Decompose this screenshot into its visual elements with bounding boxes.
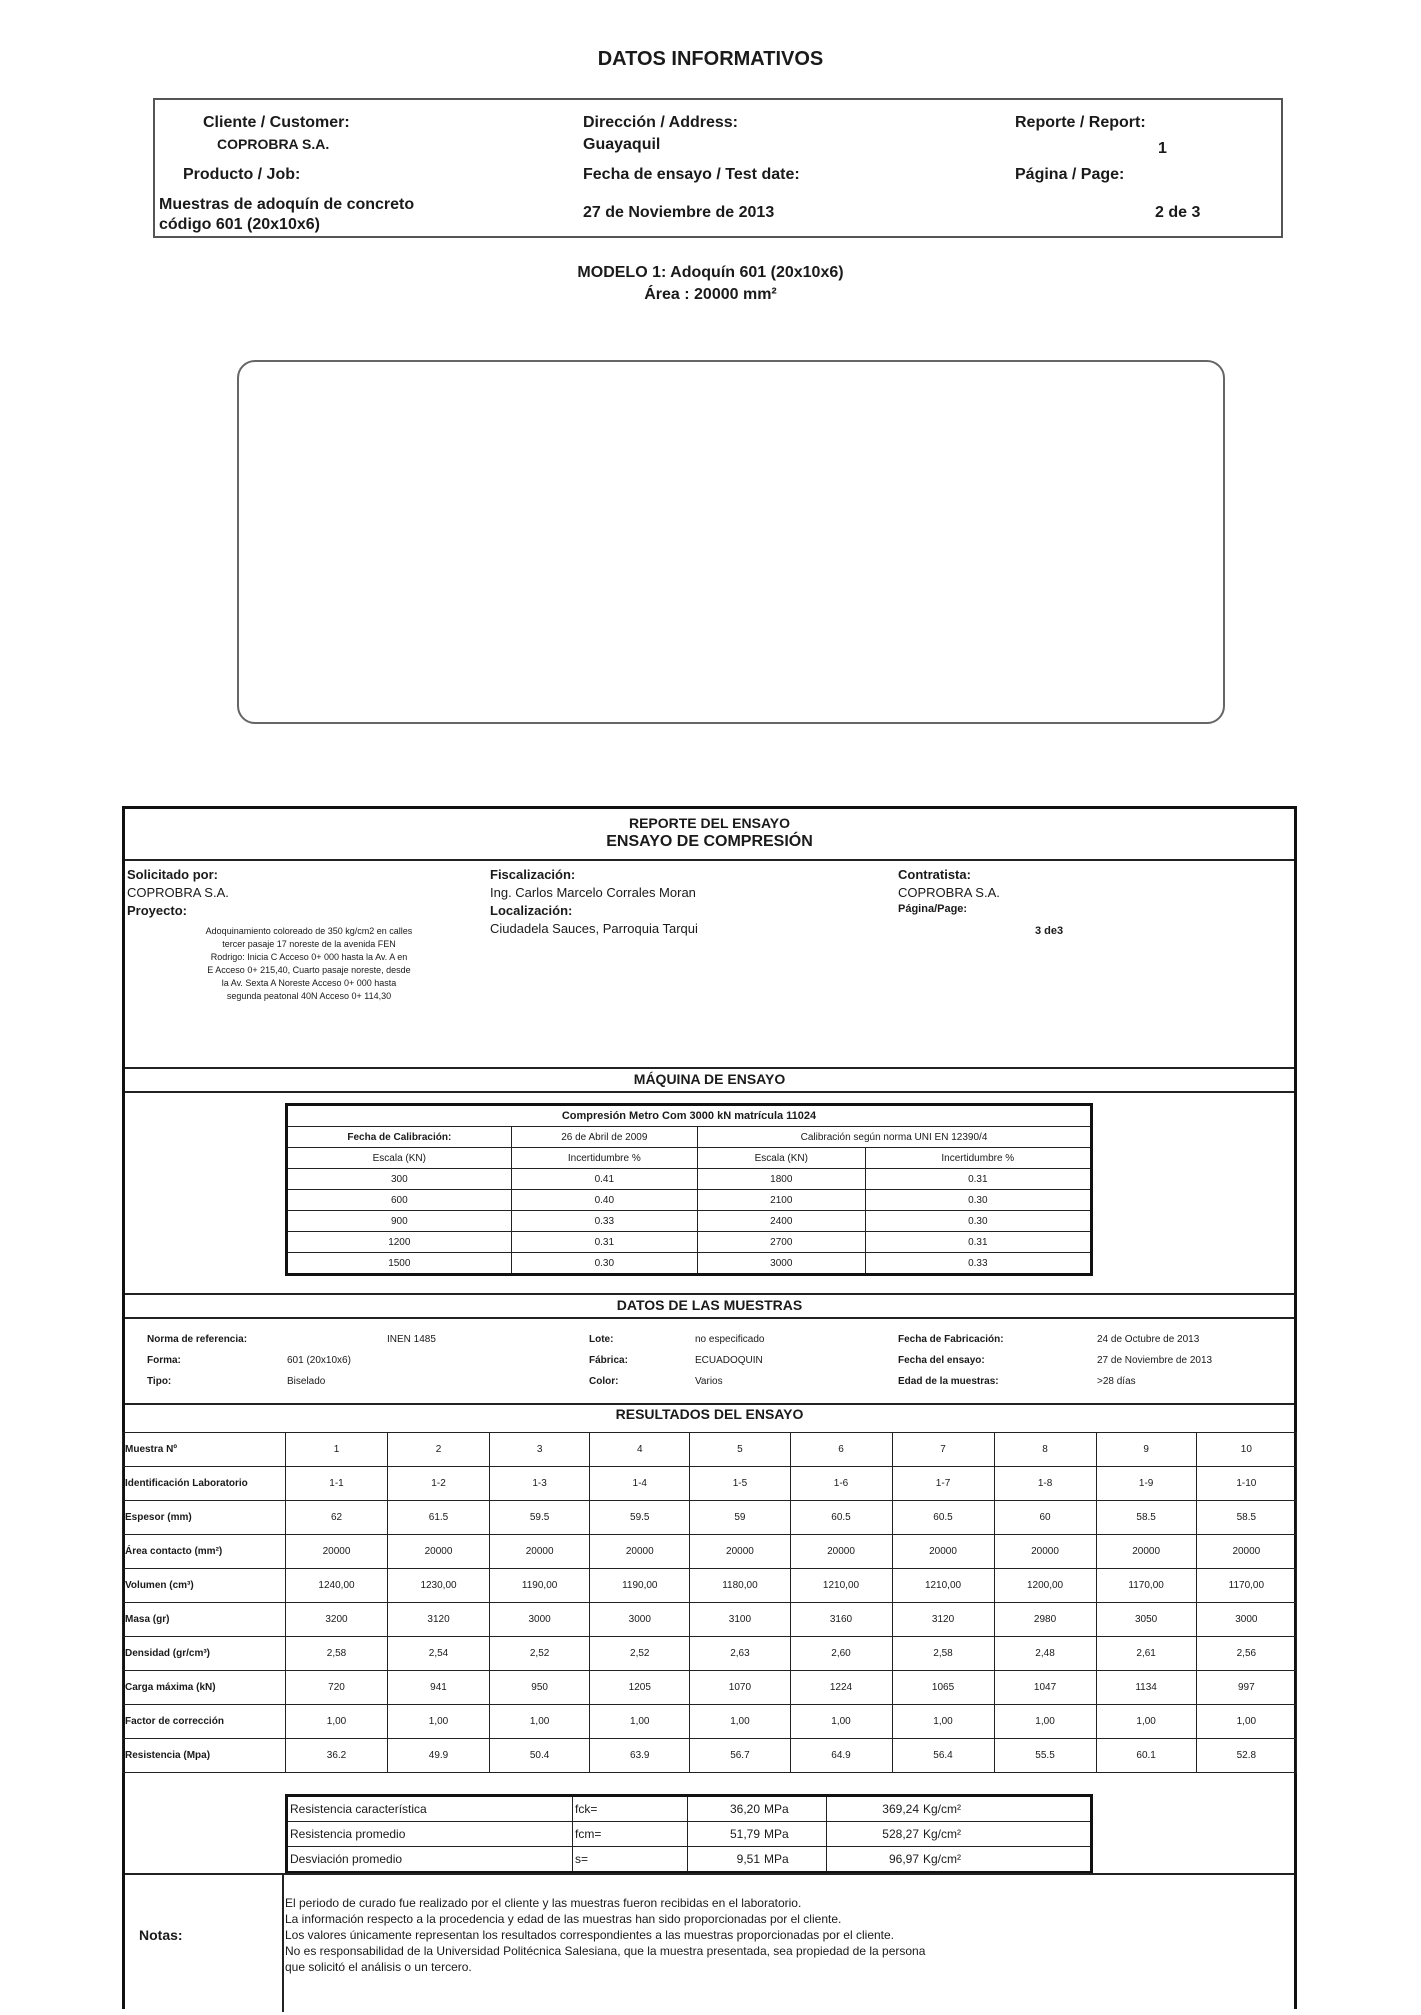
results-cell: 7 [892, 1433, 994, 1467]
results-cell: 2,61 [1096, 1637, 1196, 1671]
table-cell: 0.31 [865, 1232, 1091, 1253]
report-title: REPORTE DEL ENSAYO [628, 815, 791, 831]
results-row-label: Resistencia (Mpa) [123, 1739, 286, 1773]
manufacture-date-label: Fecha de Fabricación: [898, 1334, 1004, 1345]
results-cell: 1-9 [1096, 1467, 1196, 1501]
results-cell: 9 [1096, 1433, 1196, 1467]
results-row [123, 1603, 1297, 1637]
results-cell: 20000 [388, 1535, 490, 1569]
summary-symbol: fcm= [573, 1822, 688, 1847]
summary-table [285, 1794, 1093, 1874]
results-cell: 1224 [790, 1671, 892, 1705]
results-cell: 20000 [994, 1535, 1096, 1569]
model-area: Área : 20000 mm² [644, 286, 777, 303]
summary-symbol: s= [573, 1847, 688, 1873]
col-scale: Escala (KN) [698, 1148, 866, 1169]
supervision-label: Fiscalización: [490, 867, 576, 882]
results-cell: 1,00 [388, 1705, 490, 1739]
results-cell: 1210,00 [790, 1569, 892, 1603]
results-cell: 58.5 [1196, 1501, 1296, 1535]
summary-value-mpa: 36,20 [688, 1796, 763, 1822]
results-cell: 58.5 [1096, 1501, 1196, 1535]
table-row [287, 1232, 1092, 1253]
results-cell: 1,00 [286, 1705, 388, 1739]
summary-value-kg: 528,27 [827, 1822, 922, 1847]
results-cell: 63.9 [590, 1739, 690, 1773]
results-row-label: Masa (gr) [123, 1603, 286, 1637]
results-cell: 10 [1196, 1433, 1296, 1467]
notes-label: Notas: [139, 1927, 183, 1943]
results-cell: 1200,00 [994, 1569, 1096, 1603]
results-cell: 1,00 [994, 1705, 1096, 1739]
results-cell: 3200 [286, 1603, 388, 1637]
results-cell: 720 [286, 1671, 388, 1705]
divider [125, 1317, 1294, 1319]
summary-unit-kg: Kg/cm² [921, 1822, 1092, 1847]
report-page-value: 3 de3 [1035, 925, 1064, 937]
results-cell: 3120 [892, 1603, 994, 1637]
results-cell: 997 [1196, 1671, 1296, 1705]
results-cell: 1210,00 [892, 1569, 994, 1603]
table-row [287, 1796, 1092, 1822]
results-row [123, 1637, 1297, 1671]
sample-image-placeholder [237, 360, 1225, 724]
requested-value: COPROBRA S.A. [127, 885, 229, 900]
results-row [123, 1569, 1297, 1603]
results-cell: 2,58 [892, 1637, 994, 1671]
divider [125, 1873, 1294, 1875]
project-line: tercer pasaje 17 noreste de la avenida FEN [222, 939, 396, 949]
results-row-label: Carga máxima (kN) [123, 1671, 286, 1705]
results-cell: 20000 [790, 1535, 892, 1569]
notes-divider [282, 1873, 284, 2012]
results-cell: 3000 [590, 1603, 690, 1637]
results-cell: 60.5 [790, 1501, 892, 1535]
results-cell: 950 [490, 1671, 590, 1705]
page-label: Página / Page: [1015, 166, 1125, 183]
customer-value: COPROBRA S.A. [217, 136, 330, 152]
table-cell: 1800 [698, 1169, 866, 1190]
summary-symbol: fck= [573, 1796, 688, 1822]
table-cell: 0.30 [865, 1211, 1091, 1232]
results-row [123, 1705, 1297, 1739]
results-cell: 2,60 [790, 1637, 892, 1671]
results-row-label: Identificación Laboratorio [123, 1467, 286, 1501]
results-cell: 1-10 [1196, 1467, 1296, 1501]
report-panel [122, 806, 1297, 2009]
calibration-date-value: 26 de Abril de 2009 [511, 1127, 697, 1148]
report-label: Reporte / Report: [1015, 114, 1146, 131]
machine-table [285, 1103, 1093, 1276]
results-cell: 2 [388, 1433, 490, 1467]
table-cell: 0.30 [511, 1253, 697, 1275]
machine-section-title: MÁQUINA DE ENSAYO [633, 1071, 786, 1087]
table-cell: 0.33 [865, 1253, 1091, 1275]
results-cell: 2,52 [590, 1637, 690, 1671]
summary-label: Resistencia característica [287, 1796, 573, 1822]
summary-label: Resistencia promedio [287, 1822, 573, 1847]
results-cell: 1205 [590, 1671, 690, 1705]
color-label: Color: [589, 1376, 619, 1387]
divider [125, 1067, 1294, 1069]
results-cell: 2,56 [1196, 1637, 1296, 1671]
contractor-label: Contratista: [898, 867, 971, 882]
info-box [153, 98, 1283, 238]
results-cell: 52.8 [1196, 1739, 1296, 1773]
sample-test-date-label: Fecha del ensayo: [898, 1355, 985, 1366]
results-cell: 20000 [490, 1535, 590, 1569]
table-row [287, 1847, 1092, 1873]
sample-age-label: Edad de la muestras: [898, 1376, 999, 1387]
results-row-label: Área contacto (mm²) [123, 1535, 286, 1569]
table-cell: 2700 [698, 1232, 866, 1253]
results-cell: 3000 [1196, 1603, 1296, 1637]
results-cell: 1047 [994, 1671, 1096, 1705]
notes-text [285, 1895, 1295, 1975]
results-cell: 8 [994, 1433, 1096, 1467]
table-cell: 0.41 [511, 1169, 697, 1190]
results-cell: 3160 [790, 1603, 892, 1637]
summary-value-kg: 369,24 [827, 1796, 922, 1822]
results-row [123, 1467, 1297, 1501]
table-row [287, 1253, 1092, 1275]
manufacture-date-value: 24 de Octubre de 2013 [1097, 1334, 1200, 1345]
table-cell: 300 [287, 1169, 512, 1190]
lot-label: Lote: [589, 1334, 614, 1345]
norm-label: Norma de referencia: [147, 1334, 248, 1345]
sample-age-value: >28 días [1097, 1376, 1136, 1387]
results-cell: 3100 [690, 1603, 790, 1637]
col-scale: Escala (KN) [287, 1148, 512, 1169]
address-value: Guayaquil [583, 136, 661, 153]
summary-unit-mpa: MPa [762, 1822, 827, 1847]
shape-label: Forma: [147, 1355, 181, 1366]
table-row [287, 1211, 1092, 1232]
sample-test-date-value: 27 de Noviembre de 2013 [1097, 1355, 1213, 1366]
results-cell: 20000 [1096, 1535, 1196, 1569]
customer-label: Cliente / Customer: [203, 114, 350, 131]
results-cell: 60.5 [892, 1501, 994, 1535]
table-cell: 600 [287, 1190, 512, 1211]
location-label: Localización: [490, 903, 573, 918]
results-cell: 1,00 [892, 1705, 994, 1739]
table-cell: 0.40 [511, 1190, 697, 1211]
supervision-value: Ing. Carlos Marcelo Corrales Moran [490, 885, 696, 900]
summary-unit-kg: Kg/cm² [921, 1847, 1092, 1873]
contractor-value: COPROBRA S.A. [898, 885, 1000, 900]
results-cell: 2,63 [690, 1637, 790, 1671]
product-label: Producto / Job: [183, 166, 301, 183]
results-cell: 50.4 [490, 1739, 590, 1773]
results-cell: 20000 [690, 1535, 790, 1569]
report-subtitle: ENSAYO DE COMPRESIÓN [606, 833, 813, 850]
summary-value-mpa: 9,51 [688, 1847, 763, 1873]
results-cell: 20000 [1196, 1535, 1296, 1569]
results-cell: 1,00 [690, 1705, 790, 1739]
requested-label: Solicitado por: [127, 867, 218, 882]
results-cell: 3120 [388, 1603, 490, 1637]
table-cell: 900 [287, 1211, 512, 1232]
results-cell: 59 [690, 1501, 790, 1535]
results-cell: 1 [286, 1433, 388, 1467]
shape-value: 601 (20x10x6) [287, 1355, 351, 1366]
results-cell: 62 [286, 1501, 388, 1535]
machine-table-title: Compresión Metro Com 3000 kN matrícula 11024 [287, 1105, 1092, 1127]
results-cell: 1190,00 [590, 1569, 690, 1603]
results-cell: 61.5 [388, 1501, 490, 1535]
summary-unit-mpa: MPa [762, 1847, 827, 1873]
results-cell: 64.9 [790, 1739, 892, 1773]
table-cell: 2100 [698, 1190, 866, 1211]
results-cell: 1-4 [590, 1467, 690, 1501]
results-cell: 2,58 [286, 1637, 388, 1671]
report-value: 1 [1158, 140, 1167, 157]
results-table [122, 1432, 1297, 1773]
table-cell: 0.33 [511, 1211, 697, 1232]
results-cell: 1,00 [590, 1705, 690, 1739]
results-cell: 1070 [690, 1671, 790, 1705]
divider [125, 1091, 1294, 1093]
type-label: Tipo: [147, 1376, 172, 1387]
results-cell: 1,00 [1196, 1705, 1296, 1739]
results-row [123, 1739, 1297, 1773]
table-row [287, 1822, 1092, 1847]
report-page-label: Página/Page: [898, 903, 968, 915]
results-cell: 2,48 [994, 1637, 1096, 1671]
results-cell: 2,54 [388, 1637, 490, 1671]
results-cell: 1065 [892, 1671, 994, 1705]
results-cell: 1170,00 [1196, 1569, 1296, 1603]
results-cell: 1,00 [490, 1705, 590, 1739]
col-uncertainty: Incertidumbre % [511, 1148, 697, 1169]
results-cell: 56.4 [892, 1739, 994, 1773]
results-cell: 1,00 [1096, 1705, 1196, 1739]
results-row-label: Factor de corrección [123, 1705, 286, 1739]
results-cell: 1240,00 [286, 1569, 388, 1603]
results-row [123, 1501, 1297, 1535]
divider [125, 1403, 1294, 1405]
note-line: El periodo de curado fue realizado por el cliente y las muestras fueron recibidas en el laboratorio. [285, 1896, 802, 1910]
results-cell: 36.2 [286, 1739, 388, 1773]
results-row [123, 1671, 1297, 1705]
note-line: que solicitó el análisis o un tercero. [285, 1960, 472, 1974]
table-row [287, 1190, 1092, 1211]
results-cell: 59.5 [590, 1501, 690, 1535]
col-uncertainty: Incertidumbre % [865, 1148, 1091, 1169]
table-cell: 0.30 [865, 1190, 1091, 1211]
results-cell: 1-8 [994, 1467, 1096, 1501]
results-cell: 1-3 [490, 1467, 590, 1501]
norm-value: INEN 1485 [387, 1334, 436, 1345]
results-cell: 2980 [994, 1603, 1096, 1637]
summary-label: Desviación promedio [287, 1847, 573, 1873]
results-cell: 1134 [1096, 1671, 1196, 1705]
product-value-line2: código 601 (20x10x6) [159, 216, 320, 233]
results-cell: 2,52 [490, 1637, 590, 1671]
results-cell: 1190,00 [490, 1569, 590, 1603]
type-value: Biselado [287, 1376, 326, 1387]
results-cell: 1-1 [286, 1467, 388, 1501]
results-cell: 3050 [1096, 1603, 1196, 1637]
results-cell: 941 [388, 1671, 490, 1705]
table-cell: 3000 [698, 1253, 866, 1275]
lot-value: no especificado [695, 1334, 765, 1345]
results-row-label: Densidad (gr/cm³) [123, 1637, 286, 1671]
results-cell: 49.9 [388, 1739, 490, 1773]
results-cell: 1,00 [790, 1705, 892, 1739]
results-cell: 3 [490, 1433, 590, 1467]
project-line: E Acceso 0+ 215,40, Cuarto pasaje noreste, desde [207, 965, 411, 975]
table-cell: 0.31 [865, 1169, 1091, 1190]
divider [125, 1293, 1294, 1295]
results-row [123, 1535, 1297, 1569]
product-value-line1: Muestras de adoquín de concreto [159, 196, 415, 213]
results-cell: 60.1 [1096, 1739, 1196, 1773]
project-line: la Av. Sexta A Noreste Acceso 0+ 000 hasta [221, 978, 397, 988]
results-row-label: Muestra Nº [123, 1433, 286, 1467]
results-cell: 1170,00 [1096, 1569, 1196, 1603]
test-date-label: Fecha de ensayo / Test date: [583, 166, 800, 183]
test-date-value: 27 de Noviembre de 2013 [583, 204, 775, 221]
note-line: Los valores únicamente representan los resultados correspondientes a las muestras proporcionadas por el cliente. [285, 1928, 895, 1942]
project-label: Proyecto: [127, 903, 187, 918]
results-cell: 1-5 [690, 1467, 790, 1501]
note-line: La información respecto a la procedencia y edad de las muestras han sido proporcionadas por el cliente. [285, 1912, 842, 1926]
table-cell: 1500 [287, 1253, 512, 1275]
table-cell: 2400 [698, 1211, 866, 1232]
results-cell: 20000 [286, 1535, 388, 1569]
results-cell: 1230,00 [388, 1569, 490, 1603]
project-description [133, 925, 485, 1003]
table-row [287, 1169, 1092, 1190]
results-cell: 4 [590, 1433, 690, 1467]
project-line: Adoquinamiento coloreado de 350 kg/cm2 en calles [205, 926, 413, 936]
results-section-title: RESULTADOS DEL ENSAYO [615, 1406, 804, 1422]
summary-value-mpa: 51,79 [688, 1822, 763, 1847]
calibration-norm: Calibración según norma UNI EN 12390/4 [698, 1127, 1092, 1148]
samples-section-title: DATOS DE LAS MUESTRAS [616, 1297, 803, 1313]
note-line: No es responsabilidad de la Universidad Politécnica Salesiana, que la muestra presentada, sea propiedad de la persona [285, 1944, 926, 1958]
summary-unit-kg: Kg/cm² [921, 1796, 1092, 1822]
results-row-label: Volumen (cm³) [123, 1569, 286, 1603]
results-cell: 1-7 [892, 1467, 994, 1501]
results-cell: 59.5 [490, 1501, 590, 1535]
page-value: 2 de 3 [1155, 204, 1201, 221]
summary-value-kg: 96,97 [827, 1847, 922, 1873]
results-cell: 6 [790, 1433, 892, 1467]
address-label: Dirección / Address: [583, 114, 739, 131]
results-cell: 20000 [892, 1535, 994, 1569]
results-row-label: Espesor (mm) [123, 1501, 286, 1535]
location-value: Ciudadela Sauces, Parroquia Tarqui [490, 921, 698, 936]
results-cell: 5 [690, 1433, 790, 1467]
results-cell: 3000 [490, 1603, 590, 1637]
results-cell: 55.5 [994, 1739, 1096, 1773]
results-cell: 60 [994, 1501, 1096, 1535]
table-cell: 1200 [287, 1232, 512, 1253]
divider [125, 859, 1294, 861]
results-cell: 56.7 [690, 1739, 790, 1773]
factory-value: ECUADOQUIN [695, 1355, 763, 1366]
calibration-date-label: Fecha de Calibración: [287, 1127, 512, 1148]
project-line: Rodrigo: Inicia C Acceso 0+ 000 hasta la Av. A en [210, 952, 408, 962]
results-row [123, 1433, 1297, 1467]
results-cell: 1180,00 [690, 1569, 790, 1603]
factory-label: Fábrica: [589, 1355, 628, 1366]
model-name: MODELO 1: Adoquín 601 (20x10x6) [577, 264, 844, 281]
page-title: DATOS INFORMATIVOS [597, 48, 824, 70]
color-value: Varios [695, 1376, 723, 1387]
project-line: segunda peatonal 40N Acceso 0+ 114,30 [226, 991, 392, 1001]
results-cell: 1-2 [388, 1467, 490, 1501]
results-cell: 20000 [590, 1535, 690, 1569]
table-cell: 0.31 [511, 1232, 697, 1253]
results-cell: 1-6 [790, 1467, 892, 1501]
summary-unit-mpa: MPa [762, 1796, 827, 1822]
model-title [0, 262, 1421, 306]
